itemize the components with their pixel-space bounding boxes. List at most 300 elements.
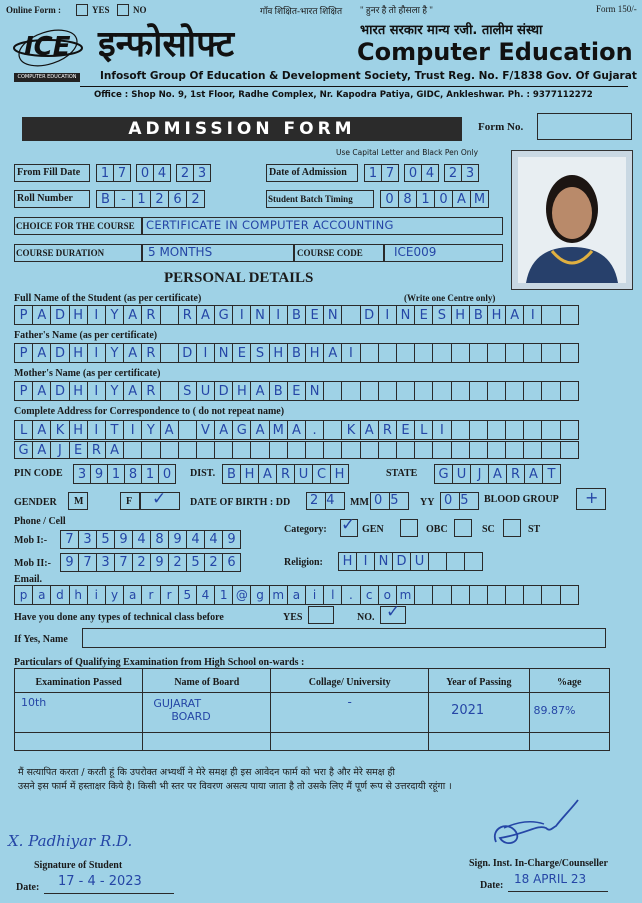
email-cell[interactable]: r bbox=[160, 585, 179, 605]
father-cell[interactable]: R bbox=[141, 343, 160, 363]
mob1-cell[interactable]: 4 bbox=[204, 530, 223, 549]
father-cell[interactable]: D bbox=[50, 343, 69, 363]
address-line1-cells[interactable] bbox=[14, 420, 578, 440]
dist-cell[interactable]: H bbox=[240, 464, 259, 484]
batch-cells[interactable] bbox=[380, 190, 488, 208]
mob1-cell[interactable]: 8 bbox=[150, 530, 169, 549]
full-name-cell[interactable]: R bbox=[178, 305, 197, 325]
father-cell[interactable]: A bbox=[32, 343, 51, 363]
email-cell[interactable] bbox=[487, 585, 506, 605]
fill-date-cell[interactable]: 0 bbox=[136, 164, 154, 182]
address-line2-cells[interactable] bbox=[14, 441, 578, 459]
address-cell[interactable]: R bbox=[87, 441, 106, 459]
state-cell[interactable]: G bbox=[434, 464, 453, 484]
mob1-cell[interactable]: 3 bbox=[78, 530, 97, 549]
roll-cells[interactable] bbox=[96, 190, 204, 208]
admission-date-cell[interactable]: 4 bbox=[421, 164, 439, 182]
address-cell[interactable] bbox=[505, 441, 524, 459]
father-cell[interactable]: E bbox=[232, 343, 251, 363]
address-cell[interactable]: J bbox=[50, 441, 69, 459]
full-name-cell[interactable] bbox=[341, 305, 360, 325]
father-cell[interactable]: H bbox=[269, 343, 288, 363]
pin-cell[interactable]: 3 bbox=[73, 464, 91, 484]
address-cell[interactable]: H bbox=[69, 420, 88, 440]
father-cell[interactable] bbox=[469, 343, 488, 363]
religion-cell[interactable] bbox=[446, 552, 465, 571]
pin-cell[interactable]: 9 bbox=[90, 464, 108, 484]
category-obc-box[interactable] bbox=[400, 519, 418, 537]
email-cell[interactable] bbox=[469, 585, 488, 605]
mother-cell[interactable]: N bbox=[305, 381, 324, 401]
mob2-cell[interactable]: 7 bbox=[78, 553, 97, 572]
mob2-cell[interactable]: 2 bbox=[168, 553, 187, 572]
address-cell[interactable]: I bbox=[432, 420, 451, 440]
address-cell[interactable] bbox=[178, 441, 197, 459]
dist-cell[interactable]: C bbox=[312, 464, 331, 484]
email-cell[interactable]: g bbox=[250, 585, 269, 605]
mother-cell[interactable] bbox=[160, 381, 179, 401]
mob2-cells[interactable] bbox=[60, 553, 240, 572]
mob1-cell[interactable]: 9 bbox=[222, 530, 241, 549]
father-cell[interactable]: D bbox=[178, 343, 197, 363]
father-cell[interactable] bbox=[541, 343, 560, 363]
father-cell[interactable] bbox=[432, 343, 451, 363]
batch-cell[interactable]: A bbox=[452, 190, 471, 208]
address-cell[interactable]: A bbox=[360, 420, 379, 440]
state-label: STATE bbox=[386, 468, 418, 479]
father-cell[interactable] bbox=[487, 343, 506, 363]
full-name-cell[interactable]: E bbox=[305, 305, 324, 325]
father-cell[interactable] bbox=[360, 343, 379, 363]
fill-date-cell[interactable]: 3 bbox=[193, 164, 211, 182]
address-cell[interactable] bbox=[287, 441, 306, 459]
mob2-cell[interactable]: 5 bbox=[186, 553, 205, 572]
father-cell[interactable]: I bbox=[196, 343, 215, 363]
email-cell[interactable] bbox=[505, 585, 524, 605]
full-name-cell[interactable]: A bbox=[196, 305, 215, 325]
full-name-cell[interactable]: D bbox=[50, 305, 69, 325]
state-cell[interactable]: T bbox=[542, 464, 561, 484]
mob2-cell[interactable]: 2 bbox=[132, 553, 151, 572]
email-cell[interactable]: d bbox=[50, 585, 69, 605]
address-cell[interactable] bbox=[541, 420, 560, 440]
full-name-cell[interactable]: B bbox=[469, 305, 488, 325]
admission-date-cells[interactable] bbox=[364, 164, 478, 182]
address-cell[interactable]: L bbox=[414, 420, 433, 440]
phone-label: Phone / Cell bbox=[14, 516, 66, 527]
full-name-cell[interactable]: E bbox=[414, 305, 433, 325]
mob1-cell[interactable]: 4 bbox=[186, 530, 205, 549]
state-cell[interactable]: R bbox=[506, 464, 525, 484]
dist-cells[interactable] bbox=[222, 464, 348, 484]
mob2-cell[interactable]: 2 bbox=[204, 553, 223, 572]
address-cell[interactable] bbox=[396, 441, 415, 459]
address-cell[interactable] bbox=[469, 420, 488, 440]
religion-cell[interactable]: N bbox=[374, 552, 393, 571]
full-name-cell[interactable]: D bbox=[360, 305, 379, 325]
admission-date-cell[interactable]: 0 bbox=[404, 164, 422, 182]
full-name-cell[interactable]: I bbox=[87, 305, 106, 325]
mob2-cell[interactable]: 3 bbox=[96, 553, 115, 572]
cell-exam[interactable] bbox=[15, 693, 143, 733]
pin-cell[interactable]: 1 bbox=[141, 464, 159, 484]
full-name-cell[interactable]: B bbox=[287, 305, 306, 325]
mob1-cell[interactable]: 9 bbox=[168, 530, 187, 549]
pin-cell[interactable]: 1 bbox=[107, 464, 125, 484]
full-name-cell[interactable]: H bbox=[487, 305, 506, 325]
address-cell[interactable] bbox=[505, 420, 524, 440]
roll-cell[interactable]: 6 bbox=[168, 190, 187, 208]
roll-cell[interactable]: 2 bbox=[186, 190, 205, 208]
batch-cell[interactable]: 1 bbox=[416, 190, 435, 208]
address-cell[interactable] bbox=[323, 420, 342, 440]
religion-cell[interactable]: I bbox=[356, 552, 375, 571]
online-yes-checkbox[interactable] bbox=[76, 4, 88, 16]
mob1-cell[interactable]: 9 bbox=[114, 530, 133, 549]
address-cell[interactable] bbox=[123, 441, 142, 459]
full-name-cells[interactable] bbox=[14, 305, 578, 325]
cell-empty[interactable] bbox=[15, 733, 143, 751]
mother-cell[interactable] bbox=[341, 381, 360, 401]
address-cell[interactable] bbox=[178, 420, 197, 440]
full-name-cell[interactable]: H bbox=[451, 305, 470, 325]
father-cell[interactable] bbox=[451, 343, 470, 363]
address-cell[interactable]: A bbox=[214, 420, 233, 440]
address-cell[interactable] bbox=[451, 420, 470, 440]
mother-cell[interactable]: Y bbox=[105, 381, 124, 401]
address-cell[interactable]: I bbox=[87, 420, 106, 440]
mother-cell[interactable] bbox=[541, 381, 560, 401]
address-cell[interactable] bbox=[469, 441, 488, 459]
address-cell[interactable]: T bbox=[105, 420, 124, 440]
state-cell[interactable]: A bbox=[488, 464, 507, 484]
address-cell[interactable] bbox=[487, 441, 506, 459]
fill-date-cell[interactable]: 2 bbox=[176, 164, 194, 182]
roll-cell[interactable]: 1 bbox=[132, 190, 151, 208]
mob2-cell[interactable]: 9 bbox=[60, 553, 79, 572]
mother-cell[interactable]: P bbox=[14, 381, 33, 401]
mother-cell[interactable] bbox=[360, 381, 379, 401]
full-name-cell[interactable]: I bbox=[269, 305, 288, 325]
online-no-checkbox[interactable] bbox=[117, 4, 129, 16]
full-name-cell[interactable]: S bbox=[432, 305, 451, 325]
if-yes-field[interactable] bbox=[82, 628, 606, 648]
address-cell[interactable] bbox=[232, 441, 251, 459]
address-cell[interactable] bbox=[414, 441, 433, 459]
batch-cell[interactable]: 0 bbox=[434, 190, 453, 208]
state-cell[interactable]: U bbox=[452, 464, 471, 484]
address-cell[interactable]: I bbox=[123, 420, 142, 440]
address-cell[interactable] bbox=[269, 441, 288, 459]
email-cell[interactable]: p bbox=[14, 585, 33, 605]
tech-check-icon: ✓ bbox=[386, 602, 401, 622]
email-cell[interactable] bbox=[432, 585, 451, 605]
cell-empty[interactable] bbox=[143, 733, 271, 751]
address-cell[interactable] bbox=[560, 420, 579, 440]
email-cell[interactable]: a bbox=[32, 585, 51, 605]
email-cell[interactable]: i bbox=[87, 585, 106, 605]
batch-cell[interactable]: M bbox=[470, 190, 489, 208]
dob-dd-value: 24 bbox=[310, 493, 343, 508]
address-cell[interactable]: K bbox=[341, 420, 360, 440]
address-cell[interactable]: A bbox=[32, 420, 51, 440]
father-cell[interactable] bbox=[414, 343, 433, 363]
mob2-cell[interactable]: 9 bbox=[150, 553, 169, 572]
mother-cell[interactable]: B bbox=[269, 381, 288, 401]
email-cell[interactable]: o bbox=[378, 585, 397, 605]
address-cell[interactable]: M bbox=[269, 420, 288, 440]
address-cell[interactable] bbox=[250, 441, 269, 459]
cell-empty[interactable] bbox=[529, 733, 609, 751]
father-cell[interactable]: P bbox=[14, 343, 33, 363]
mother-cell[interactable] bbox=[323, 381, 342, 401]
mother-cell[interactable] bbox=[505, 381, 524, 401]
mother-cell[interactable]: A bbox=[250, 381, 269, 401]
father-cell[interactable]: H bbox=[305, 343, 324, 363]
mother-cell[interactable]: U bbox=[196, 381, 215, 401]
admission-date-cell[interactable]: 7 bbox=[381, 164, 399, 182]
mother-cell[interactable]: H bbox=[232, 381, 251, 401]
email-cell[interactable]: a bbox=[123, 585, 142, 605]
father-cell[interactable] bbox=[396, 343, 415, 363]
category-st-label: ST bbox=[528, 524, 541, 535]
father-cell[interactable] bbox=[560, 343, 579, 363]
mother-cells[interactable] bbox=[14, 381, 578, 401]
fill-date-cell[interactable]: 1 bbox=[96, 164, 114, 182]
mother-cell[interactable]: A bbox=[123, 381, 142, 401]
address-cell[interactable]: R bbox=[378, 420, 397, 440]
mother-cell[interactable] bbox=[451, 381, 470, 401]
email-cell[interactable]: @ bbox=[232, 585, 251, 605]
cell-year[interactable] bbox=[429, 693, 529, 733]
dist-cell[interactable]: U bbox=[294, 464, 313, 484]
mother-cell[interactable]: S bbox=[178, 381, 197, 401]
address-cell[interactable] bbox=[523, 420, 542, 440]
batch-cell[interactable]: 8 bbox=[398, 190, 417, 208]
mob1-cell[interactable]: 7 bbox=[60, 530, 79, 549]
email-cell[interactable] bbox=[560, 585, 579, 605]
full-name-cell[interactable]: N bbox=[250, 305, 269, 325]
address-cell[interactable]: L bbox=[14, 420, 33, 440]
gender-female-label: F bbox=[126, 496, 133, 507]
mother-cell[interactable] bbox=[523, 381, 542, 401]
mob2-cell[interactable]: 6 bbox=[222, 553, 241, 572]
full-name-cell[interactable]: A bbox=[32, 305, 51, 325]
admission-date-cell[interactable]: 2 bbox=[444, 164, 462, 182]
full-name-cell[interactable]: N bbox=[396, 305, 415, 325]
mother-cell[interactable]: H bbox=[69, 381, 88, 401]
state-cells[interactable] bbox=[434, 464, 560, 484]
father-cell[interactable]: I bbox=[87, 343, 106, 363]
address-cell[interactable] bbox=[196, 441, 215, 459]
table-row bbox=[15, 693, 610, 733]
email-cell[interactable] bbox=[541, 585, 560, 605]
email-cell[interactable]: 4 bbox=[196, 585, 215, 605]
roll-cell[interactable]: 2 bbox=[150, 190, 169, 208]
fill-date-cells[interactable] bbox=[96, 164, 210, 182]
full-name-cell[interactable]: R bbox=[141, 305, 160, 325]
father-cell[interactable] bbox=[505, 343, 524, 363]
state-cell[interactable]: J bbox=[470, 464, 489, 484]
pin-cells[interactable] bbox=[73, 464, 175, 484]
religion-cells[interactable] bbox=[338, 552, 482, 571]
mother-cell[interactable] bbox=[487, 381, 506, 401]
mother-cell[interactable]: E bbox=[287, 381, 306, 401]
address-cell[interactable]: A bbox=[160, 420, 179, 440]
mother-cell[interactable]: D bbox=[50, 381, 69, 401]
address-cell[interactable]: A bbox=[287, 420, 306, 440]
mother-cell[interactable] bbox=[432, 381, 451, 401]
email-cell[interactable] bbox=[414, 585, 433, 605]
admission-date-cell[interactable]: 3 bbox=[461, 164, 479, 182]
address-cell[interactable]: A bbox=[32, 441, 51, 459]
full-name-cell[interactable]: H bbox=[69, 305, 88, 325]
address-cell[interactable] bbox=[523, 441, 542, 459]
full-name-cell[interactable]: A bbox=[505, 305, 524, 325]
category-st-box[interactable] bbox=[503, 519, 521, 537]
father-cell[interactable]: H bbox=[69, 343, 88, 363]
batch-cell[interactable]: 0 bbox=[380, 190, 399, 208]
mother-cell[interactable] bbox=[414, 381, 433, 401]
father-cell[interactable] bbox=[160, 343, 179, 363]
address-cell[interactable] bbox=[323, 441, 342, 459]
category-sc-box[interactable] bbox=[454, 519, 472, 537]
full-name-cell[interactable]: P bbox=[14, 305, 33, 325]
father-cell[interactable]: S bbox=[250, 343, 269, 363]
mother-cell[interactable] bbox=[396, 381, 415, 401]
father-cell[interactable]: N bbox=[214, 343, 233, 363]
mother-cell[interactable] bbox=[378, 381, 397, 401]
mother-cell[interactable]: I bbox=[87, 381, 106, 401]
address-cell[interactable]: E bbox=[69, 441, 88, 459]
address-cell[interactable] bbox=[305, 441, 324, 459]
father-cell[interactable] bbox=[523, 343, 542, 363]
address-cell[interactable] bbox=[560, 441, 579, 459]
father-cell[interactable] bbox=[378, 343, 397, 363]
address-cell[interactable] bbox=[378, 441, 397, 459]
religion-cell[interactable]: U bbox=[410, 552, 429, 571]
email-cell[interactable]: . bbox=[341, 585, 360, 605]
cell-empty[interactable] bbox=[271, 733, 429, 751]
dist-cell[interactable]: R bbox=[276, 464, 295, 484]
address-cell[interactable]: G bbox=[232, 420, 251, 440]
email-cell[interactable]: i bbox=[305, 585, 324, 605]
email-cell[interactable] bbox=[523, 585, 542, 605]
address-cell[interactable] bbox=[541, 441, 560, 459]
email-cell[interactable]: 5 bbox=[178, 585, 197, 605]
religion-cell[interactable] bbox=[428, 552, 447, 571]
roll-cell[interactable]: - bbox=[114, 190, 133, 208]
address-cell[interactable] bbox=[360, 441, 379, 459]
email-cell[interactable]: y bbox=[105, 585, 124, 605]
dist-cell[interactable]: A bbox=[258, 464, 277, 484]
address-cell[interactable]: A bbox=[105, 441, 124, 459]
father-cell[interactable]: B bbox=[287, 343, 306, 363]
mob1-cells[interactable] bbox=[60, 530, 240, 549]
address-cell[interactable]: . bbox=[305, 420, 324, 440]
address-cell[interactable]: V bbox=[196, 420, 215, 440]
full-name-cell[interactable]: Y bbox=[105, 305, 124, 325]
form-no-field[interactable] bbox=[537, 113, 632, 140]
full-name-cell[interactable]: I bbox=[232, 305, 251, 325]
full-name-cell[interactable]: A bbox=[123, 305, 142, 325]
email-cell[interactable]: m bbox=[269, 585, 288, 605]
full-name-cell[interactable] bbox=[541, 305, 560, 325]
father-cell[interactable]: A bbox=[123, 343, 142, 363]
email-cell[interactable]: m bbox=[396, 585, 415, 605]
address-cell[interactable] bbox=[341, 441, 360, 459]
mob2-cell[interactable]: 7 bbox=[114, 553, 133, 572]
email-cell[interactable] bbox=[451, 585, 470, 605]
religion-cell[interactable]: D bbox=[392, 552, 411, 571]
religion-cell[interactable] bbox=[464, 552, 483, 571]
address-cell[interactable] bbox=[432, 441, 451, 459]
state-cell[interactable]: A bbox=[524, 464, 543, 484]
cell-board[interactable] bbox=[143, 693, 271, 733]
mother-cell[interactable]: A bbox=[32, 381, 51, 401]
email-cell[interactable]: h bbox=[69, 585, 88, 605]
full-name-cell[interactable]: I bbox=[378, 305, 397, 325]
pin-cell[interactable]: 8 bbox=[124, 464, 142, 484]
mother-cell[interactable]: D bbox=[214, 381, 233, 401]
father-cells[interactable] bbox=[14, 343, 578, 363]
roll-cell[interactable]: B bbox=[96, 190, 115, 208]
father-cell[interactable]: A bbox=[323, 343, 342, 363]
tech-yes-box[interactable] bbox=[308, 606, 334, 624]
full-name-cell[interactable]: G bbox=[214, 305, 233, 325]
email-cells[interactable] bbox=[14, 585, 578, 605]
mother-cell[interactable] bbox=[469, 381, 488, 401]
email-cell[interactable]: 1 bbox=[214, 585, 233, 605]
email-cell[interactable]: a bbox=[287, 585, 306, 605]
full-name-cell[interactable] bbox=[160, 305, 179, 325]
cell-university[interactable] bbox=[271, 693, 429, 733]
cell-percent[interactable] bbox=[529, 693, 609, 733]
address-cell[interactable] bbox=[214, 441, 233, 459]
full-name-cell[interactable]: N bbox=[323, 305, 342, 325]
father-cell[interactable]: I bbox=[341, 343, 360, 363]
address-cell[interactable]: E bbox=[396, 420, 415, 440]
address-cell[interactable] bbox=[160, 441, 179, 459]
dist-cell[interactable]: B bbox=[222, 464, 241, 484]
cell-empty[interactable] bbox=[429, 733, 529, 751]
pin-cell[interactable]: 0 bbox=[158, 464, 176, 484]
admission-date-cell[interactable]: 1 bbox=[364, 164, 382, 182]
fill-date-cell[interactable]: 4 bbox=[153, 164, 171, 182]
fill-date-cell[interactable]: 7 bbox=[113, 164, 131, 182]
address-cell[interactable] bbox=[141, 441, 160, 459]
address-cell[interactable]: A bbox=[250, 420, 269, 440]
address-cell[interactable] bbox=[451, 441, 470, 459]
mob1-cell[interactable]: 5 bbox=[96, 530, 115, 549]
address-cell[interactable]: G bbox=[14, 441, 33, 459]
email-cell[interactable]: r bbox=[141, 585, 160, 605]
dist-cell[interactable]: H bbox=[330, 464, 349, 484]
email-cell[interactable]: l bbox=[323, 585, 342, 605]
father-cell[interactable]: Y bbox=[105, 343, 124, 363]
full-name-cell[interactable] bbox=[560, 305, 579, 325]
full-name-cell[interactable]: I bbox=[523, 305, 542, 325]
religion-cell[interactable]: H bbox=[338, 552, 357, 571]
mob1-cell[interactable]: 4 bbox=[132, 530, 151, 549]
mother-cell[interactable] bbox=[560, 381, 579, 401]
mother-cell[interactable]: R bbox=[141, 381, 160, 401]
address-cell[interactable]: K bbox=[50, 420, 69, 440]
address-cell[interactable] bbox=[487, 420, 506, 440]
address-cell[interactable]: Y bbox=[141, 420, 160, 440]
mother-label: Mother's Name (as per certificate) bbox=[14, 368, 161, 379]
email-cell[interactable]: c bbox=[360, 585, 379, 605]
